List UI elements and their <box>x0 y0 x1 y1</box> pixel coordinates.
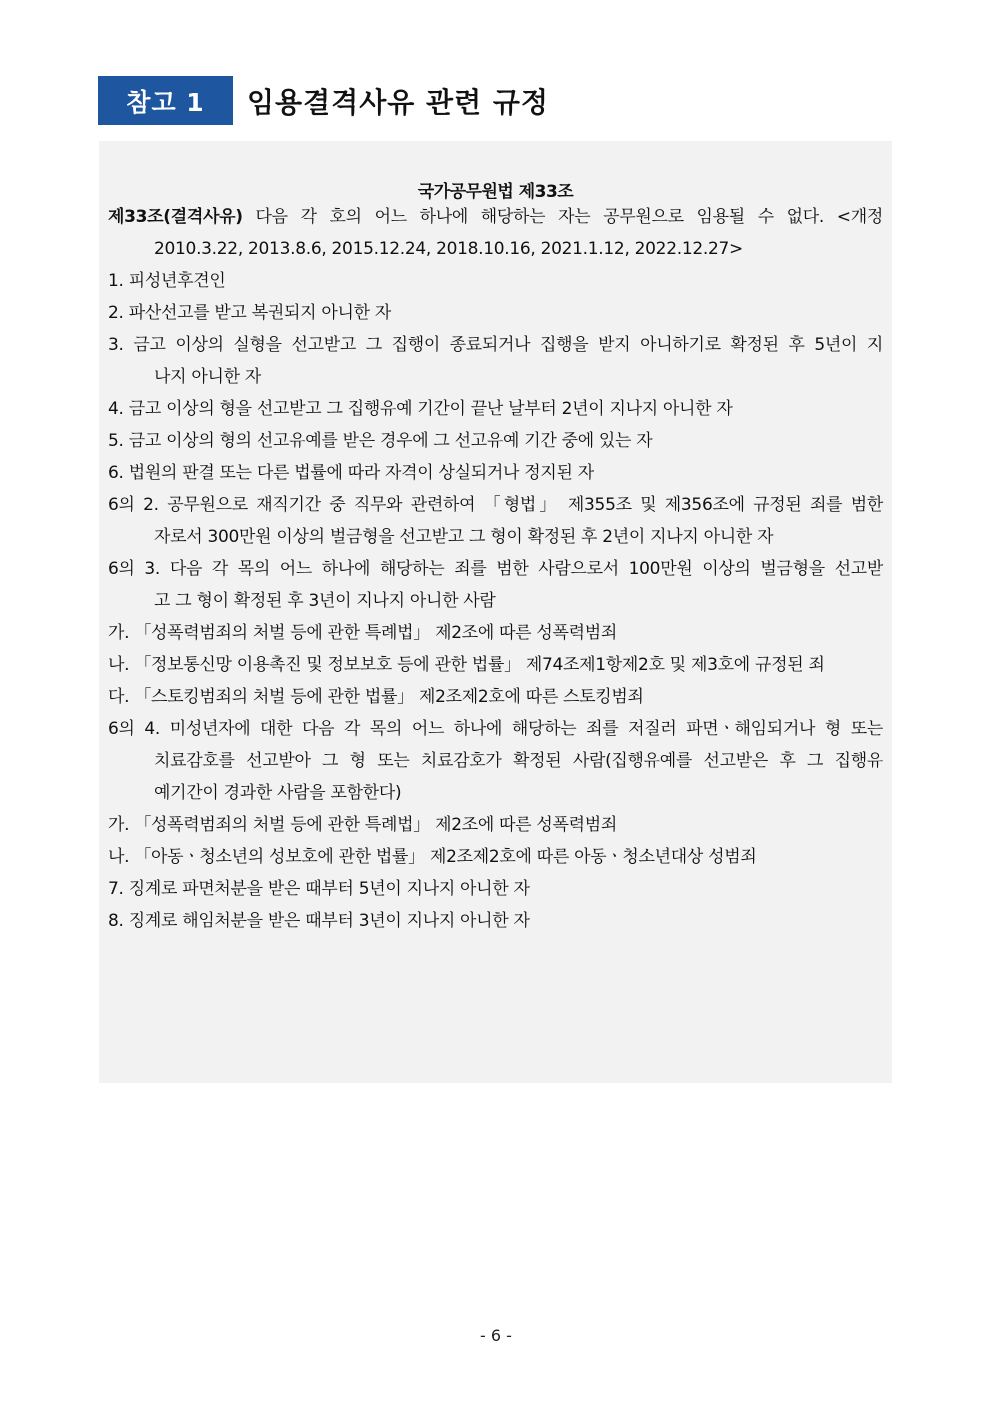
clause-6-4-item-ga: 가. 「성폭력범죄의 처벌 등에 관한 특례법」 제2조에 따른 성폭력범죄 <box>108 815 618 835</box>
reference-badge: 참고 1 <box>98 76 233 125</box>
article-heading: 제33조(결격사유) <box>108 207 243 227</box>
clause-1: 1. 피성년후견인 <box>108 271 226 291</box>
clause-2: 2. 파산선고를 받고 복권되지 아니한 자 <box>108 303 391 323</box>
clause-3: 3. 금고 이상의 실형을 선고받고 그 집행이 종료되거나 집행을 받지 아니하기로 확정된 후 5년이 지 <box>108 335 883 355</box>
article-heading-rest: 다음 각 호의 어느 하나에 해당하는 자는 공무원으로 임용될 수 없다. <개정 <box>242 207 883 227</box>
page-number: - 6 - <box>480 1326 512 1345</box>
clause-7: 7. 징계로 파면처분을 받은 때부터 5년이 지나지 아니한 자 <box>108 879 530 899</box>
section-header <box>98 76 549 125</box>
clause-6-3: 6의 3. 다음 각 목의 어느 하나에 해당하는 죄를 범한 사람으로서 100만원 이상의 벌금형을 선고받 <box>108 559 883 579</box>
article-heading-line <box>108 201 883 233</box>
clause-6-3-item-da: 다. 「스토킹범죄의 처벌 등에 관한 법률」 제2조제2호에 따른 스토킹범죄 <box>108 687 644 707</box>
clause-4: 4. 금고 이상의 형을 선고받고 그 집행유예 기간이 끝난 날부터 2년이 지나지 아니한 자 <box>108 399 733 419</box>
law-text-lines <box>108 201 883 937</box>
section-title: 임용결격사유 관련 규정 <box>247 85 549 119</box>
clause-6-4-item-na: 나. 「아동ㆍ청소년의 성보호에 관한 법률」 제2조제2호에 따른 아동ㆍ청소년대상 성범죄 <box>108 847 757 867</box>
clause-6-4: 6의 4. 미성년자에 대한 다음 각 목의 어느 하나에 해당하는 죄를 저질러 파면ㆍ해임되거나 형 또는 <box>108 719 883 739</box>
clause-6-3-item-na: 나. 「정보통신망 이용촉진 및 정보보호 등에 관한 법률」 제74조제1항제2호 및 제3호에 규정된 죄 <box>108 655 825 675</box>
clause-6-2-cont: 자로서 300만원 이상의 벌금형을 선고받고 그 형이 확정된 후 2년이 지나지 아니한 자 <box>154 527 774 547</box>
clause-6: 6. 법원의 판결 또는 다른 법률에 따라 자격이 상실되거나 정지된 자 <box>108 463 594 483</box>
amendment-dates: 2010.3.22, 2013.8.6, 2015.12.24, 2018.10.16, 2021.1.12, 2022.12.27> <box>154 239 743 259</box>
clause-3-cont: 나지 아니한 자 <box>154 367 261 387</box>
clause-5: 5. 금고 이상의 형의 선고유예를 받은 경우에 그 선고유예 기간 중에 있는 자 <box>108 431 653 451</box>
clause-8: 8. 징계로 해임처분을 받은 때부터 3년이 지나지 아니한 자 <box>108 911 530 931</box>
clause-6-4-cont-2: 예기간이 경과한 사람을 포함한다) <box>154 783 402 803</box>
clause-6-3-item-ga: 가. 「성폭력범죄의 처벌 등에 관한 특례법」 제2조에 따른 성폭력범죄 <box>108 623 618 643</box>
clause-6-3-cont: 고 그 형이 확정된 후 3년이 지나지 아니한 사람 <box>154 591 496 611</box>
clause-6-4-cont: 치료감호를 선고받아 그 형 또는 치료감호가 확정된 사람(집행유예를 선고받은 후 그 집행유 <box>154 751 883 771</box>
law-text-box <box>99 141 892 1083</box>
law-title: 국가공무원법 제33조 <box>417 182 574 202</box>
clause-6-2: 6의 2. 공무원으로 재직기간 중 직무와 관련하여 「형법」 제355조 및 제356조에 규정된 죄를 범한 <box>108 495 883 515</box>
